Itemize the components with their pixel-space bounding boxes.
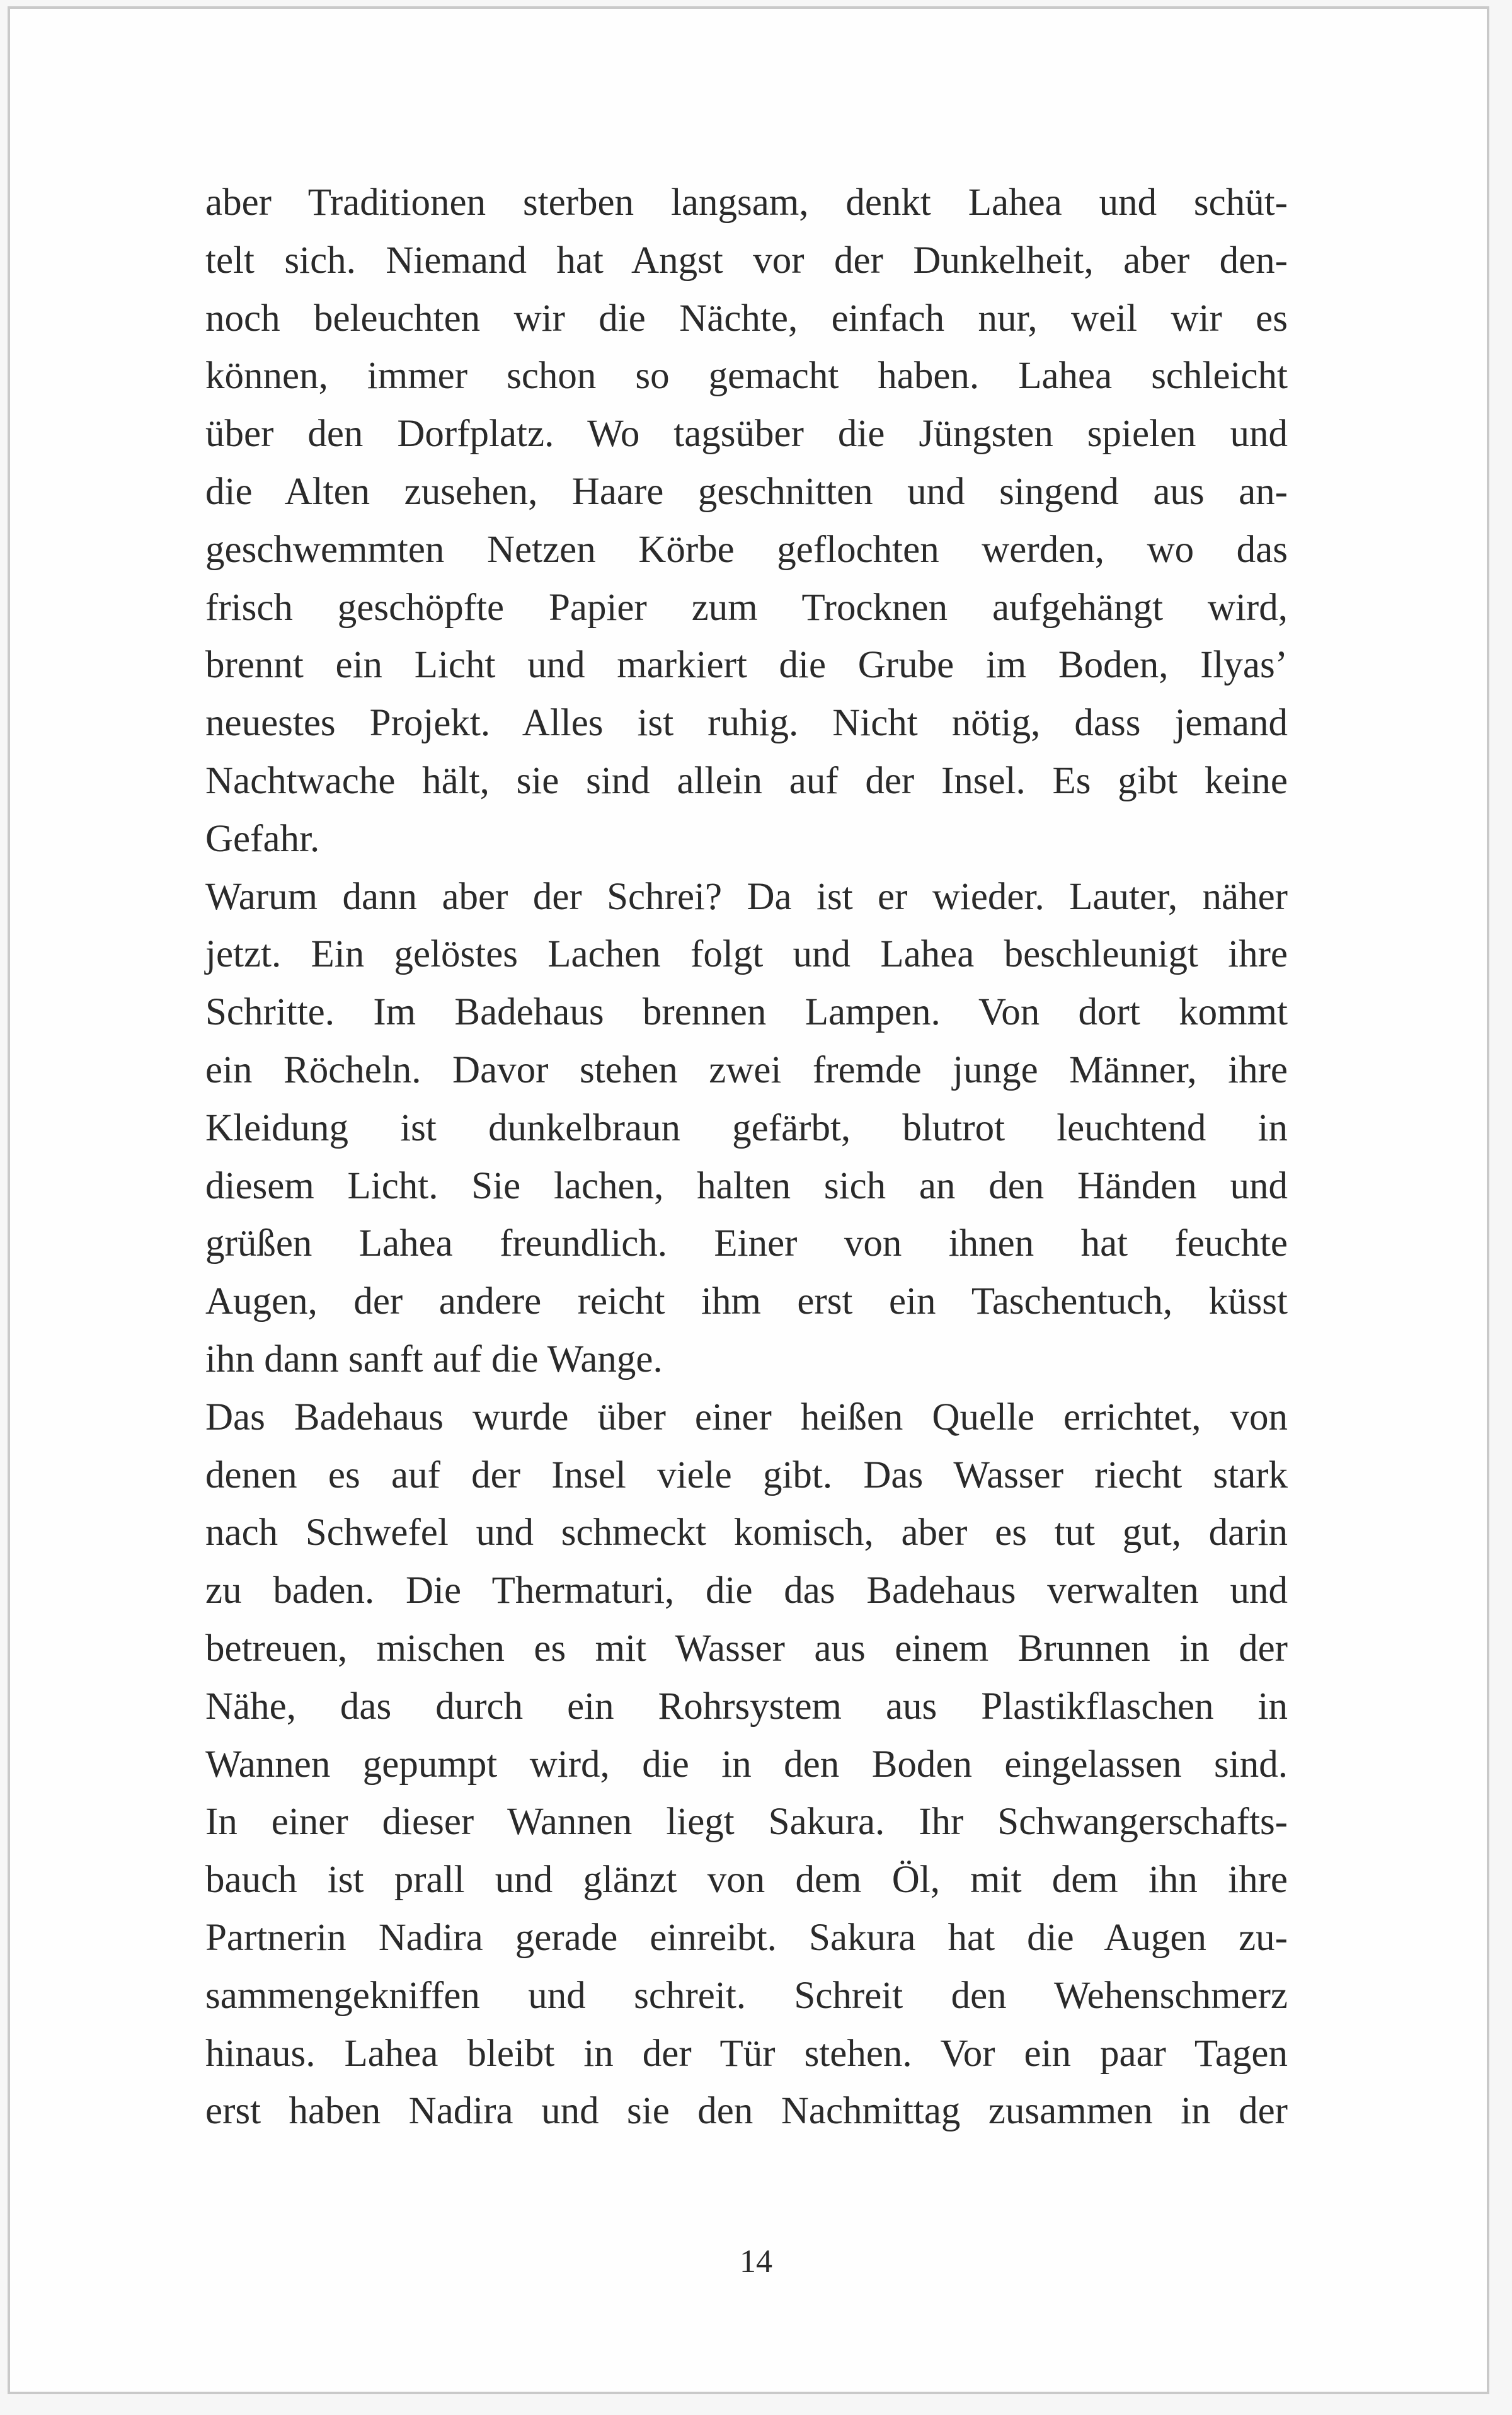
text-line: brennt ein Licht und markiert die Grube im Boden, Ilyas’	[205, 644, 1288, 687]
text-line: Nähe, das durch ein Rohrsystem aus Plastikflaschen in	[205, 1685, 1288, 1728]
text-line: Gefahr.	[205, 817, 320, 860]
text-line: über den Dorfplatz. Wo tagsüber die Jüngsten spielen und	[205, 413, 1288, 456]
text-line: grüßen Lahea freundlich. Einer von ihnen hat feuchte	[205, 1222, 1288, 1265]
text-line: ihn dann sanft auf die Wange.	[205, 1338, 663, 1380]
book-page	[8, 6, 1489, 2394]
text-line: neuestes Projekt. Alles ist ruhig. Nicht nötig, dass jemand	[205, 702, 1288, 745]
text-line: frisch geschöpfte Papier zum Trocknen aufgehängt wird,	[205, 586, 1288, 629]
text-line: noch beleuchten wir die Nächte, einfach nur, weil wir es	[205, 297, 1288, 340]
text-line: bauch ist prall und glänzt von dem Öl, mit dem ihn ihre	[205, 1859, 1288, 1902]
text-line: Kleidung ist dunkelbraun gefärbt, blutrot leuchtend in	[205, 1106, 1288, 1149]
text-line: sammengekniffen und schreit. Schreit den Wehenschmerz	[205, 1974, 1288, 2017]
text-line: die Alten zusehen, Haare geschnitten und singend aus an-	[205, 470, 1288, 513]
text-line: hinaus. Lahea bleibt in der Tür stehen. Vor ein paar Tagen	[205, 2032, 1288, 2075]
text-line: zu baden. Die Thermaturi, die das Badehaus verwalten und	[205, 1569, 1288, 1612]
text-line: Wannen gepumpt wird, die in den Boden eingelassen sind.	[205, 1743, 1288, 1786]
text-line: diesem Licht. Sie lachen, halten sich an den Händen und	[205, 1164, 1288, 1207]
text-line: aber Traditionen sterben langsam, denkt Lahea und schüt-	[205, 181, 1288, 224]
text-line: Augen, der andere reicht ihm erst ein Taschentuch, küsst	[205, 1280, 1288, 1323]
page-number: 14	[740, 2244, 772, 2280]
body-text	[205, 174, 1288, 2140]
text-line: ein Röcheln. Davor stehen zwei fremde junge Männer, ihre	[205, 1048, 1288, 1091]
text-line: jetzt. Ein gelöstes Lachen folgt und Lahea beschleunigt ihre	[205, 933, 1288, 976]
text-line: können, immer schon so gemacht haben. Lahea schleicht	[205, 355, 1288, 398]
text-line: erst haben Nadira und sie den Nachmittag zusammen in der	[205, 2090, 1288, 2133]
text-line: Partnerin Nadira gerade einreibt. Sakura hat die Augen zu-	[205, 1916, 1288, 1959]
text-line: Nachtwache hält, sie sind allein auf der Insel. Es gibt keine	[205, 759, 1288, 802]
text-line: nach Schwefel und schmeckt komisch, aber es tut gut, darin	[205, 1512, 1288, 1554]
text-line: In einer dieser Wannen liegt Sakura. Ihr Schwangerschafts-	[205, 1801, 1288, 1844]
text-line: telt sich. Niemand hat Angst vor der Dunkelheit, aber den-	[205, 239, 1288, 282]
text-line: Schritte. Im Badehaus brennen Lampen. Von dort kommt	[205, 991, 1288, 1034]
text-line: Warum dann aber der Schrei? Da ist er wieder. Lauter, näher	[205, 875, 1288, 918]
text-line: betreuen, mischen es mit Wasser aus einem Brunnen in der	[205, 1627, 1288, 1670]
text-line: Das Badehaus wurde über einer heißen Quelle errichtet, von	[205, 1396, 1288, 1438]
text-line: geschwemmten Netzen Körbe geflochten werden, wo das	[205, 528, 1288, 571]
text-line: denen es auf der Insel viele gibt. Das Wasser riecht stark	[205, 1454, 1288, 1496]
